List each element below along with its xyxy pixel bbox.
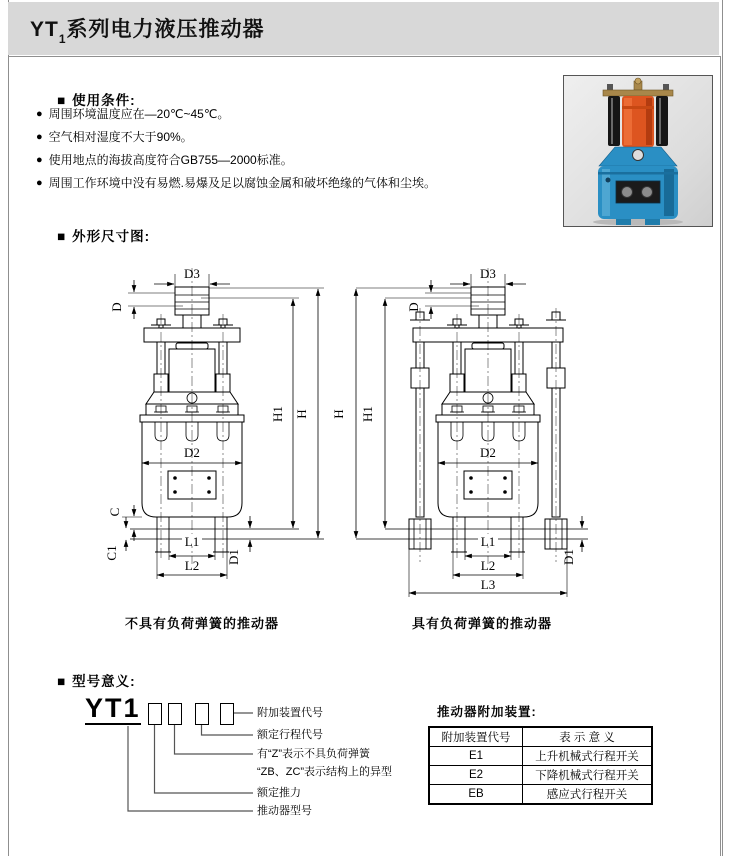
bullet-icon: ● bbox=[36, 108, 43, 120]
list-item bbox=[36, 107, 536, 121]
usage-section-title: ■ 使用条件: bbox=[57, 93, 136, 108]
table-row bbox=[429, 747, 652, 766]
caption-with-spring: 具有负荷弹簧的推动器 bbox=[411, 616, 552, 631]
dim-label-l3: L3 bbox=[480, 577, 496, 592]
model-code: YT1 bbox=[85, 693, 141, 723]
bullet-icon: ● bbox=[36, 177, 43, 189]
usage-item-text: 周围环境温度应在—20℃~45℃。 bbox=[48, 107, 230, 121]
square-bullet-icon: ■ bbox=[57, 93, 67, 108]
usage-item-text: 使用地点的海拔高度符合GB755—2000标准。 bbox=[48, 153, 293, 167]
dim-label-c: C bbox=[107, 507, 122, 517]
cell-meaning: 下降机械式行程开关 bbox=[523, 766, 653, 785]
dim-label-c1: C1 bbox=[104, 545, 119, 561]
usage-list bbox=[36, 107, 536, 199]
callout-label: 额定推力 bbox=[257, 787, 301, 799]
dim-label-d2: D2 bbox=[480, 445, 496, 460]
dim-label-l1: L1 bbox=[184, 534, 200, 549]
cell-meaning: 上升机械式行程开关 bbox=[523, 747, 653, 766]
dimension-labels bbox=[104, 266, 309, 573]
table-row bbox=[429, 766, 652, 785]
product-photo bbox=[563, 75, 713, 227]
model-digit-box bbox=[195, 703, 209, 725]
dim-label-d3: D3 bbox=[480, 266, 496, 281]
centerlines bbox=[161, 268, 223, 564]
bullet-icon: ● bbox=[36, 154, 43, 166]
callout-label: “ZB、ZC”表示结构上的异型 bbox=[257, 766, 393, 778]
dim-label-d1: D1 bbox=[226, 549, 241, 565]
dim-label-l1: L1 bbox=[480, 534, 496, 549]
title-subscript: 1 bbox=[58, 32, 67, 47]
square-bullet-icon: ■ bbox=[57, 674, 67, 689]
caption-without-spring: 不具有负荷弹簧的推动器 bbox=[124, 616, 279, 631]
callout-label: 附加装置代号 bbox=[257, 707, 323, 719]
cell-code: E2 bbox=[429, 766, 523, 785]
dim-label-d: D bbox=[406, 302, 421, 312]
usage-item-text: 周围工作环境中没有易燃.易爆及足以腐蚀金属和破坏绝缘的气体和尘埃。 bbox=[48, 176, 436, 190]
dim-label-l2: L2 bbox=[480, 558, 496, 573]
dim-label-l2: L2 bbox=[184, 558, 200, 573]
bullet-icon: ● bbox=[36, 131, 43, 143]
dim-label-h: H bbox=[294, 409, 309, 419]
dim-label-d3: D3 bbox=[184, 266, 200, 281]
dim-label-d: D bbox=[109, 302, 124, 312]
drawing-without-spring bbox=[88, 262, 328, 611]
page-header bbox=[8, 2, 719, 55]
list-item bbox=[36, 130, 536, 144]
col-header-code: 附加装置代号 bbox=[429, 727, 523, 747]
accessories-title: 推动器附加装置: bbox=[437, 705, 537, 719]
callout-label: 额定行程代号 bbox=[257, 729, 323, 741]
dim-label-d2: D2 bbox=[184, 445, 200, 460]
page-border-right bbox=[722, 0, 723, 856]
usage-item-text: 空气相对湿度不大于90%。 bbox=[48, 130, 193, 144]
dim-label-h: H bbox=[331, 409, 346, 419]
callout-label: 有“Z”表示不具负荷弹簧 bbox=[257, 748, 371, 760]
table-header-row bbox=[429, 727, 652, 747]
accessories-table bbox=[428, 726, 653, 805]
square-bullet-icon: ■ bbox=[57, 229, 67, 244]
model-section-title: ■ 型号意义: bbox=[57, 674, 136, 689]
list-item bbox=[36, 176, 536, 190]
model-digit-box bbox=[220, 703, 234, 725]
list-item bbox=[36, 153, 536, 167]
dimension-arrows bbox=[356, 280, 582, 593]
centerlines bbox=[420, 268, 556, 564]
drawing-with-spring bbox=[330, 262, 630, 611]
dimension-labels bbox=[331, 266, 576, 592]
model-digit-box bbox=[148, 703, 162, 725]
cell-meaning: 感应式行程开关 bbox=[523, 785, 653, 805]
dim-label-h1: H1 bbox=[360, 406, 375, 422]
thruster-photo-illustration bbox=[564, 76, 712, 226]
dim-label-h1: H1 bbox=[270, 406, 285, 422]
cell-code: EB bbox=[429, 785, 523, 805]
model-digit-box bbox=[168, 703, 182, 725]
col-header-meaning: 表 示 意 义 bbox=[523, 727, 653, 747]
page-title: $YT_1$系列电力液压推动器 bbox=[30, 17, 265, 47]
cell-code: E1 bbox=[429, 747, 523, 766]
callout-label: 推动器型号 bbox=[257, 805, 312, 817]
table-row bbox=[429, 785, 652, 805]
dim-label-d1: D1 bbox=[561, 549, 576, 565]
dimensions-section-title: ■ 外形尺寸图: bbox=[57, 229, 151, 244]
